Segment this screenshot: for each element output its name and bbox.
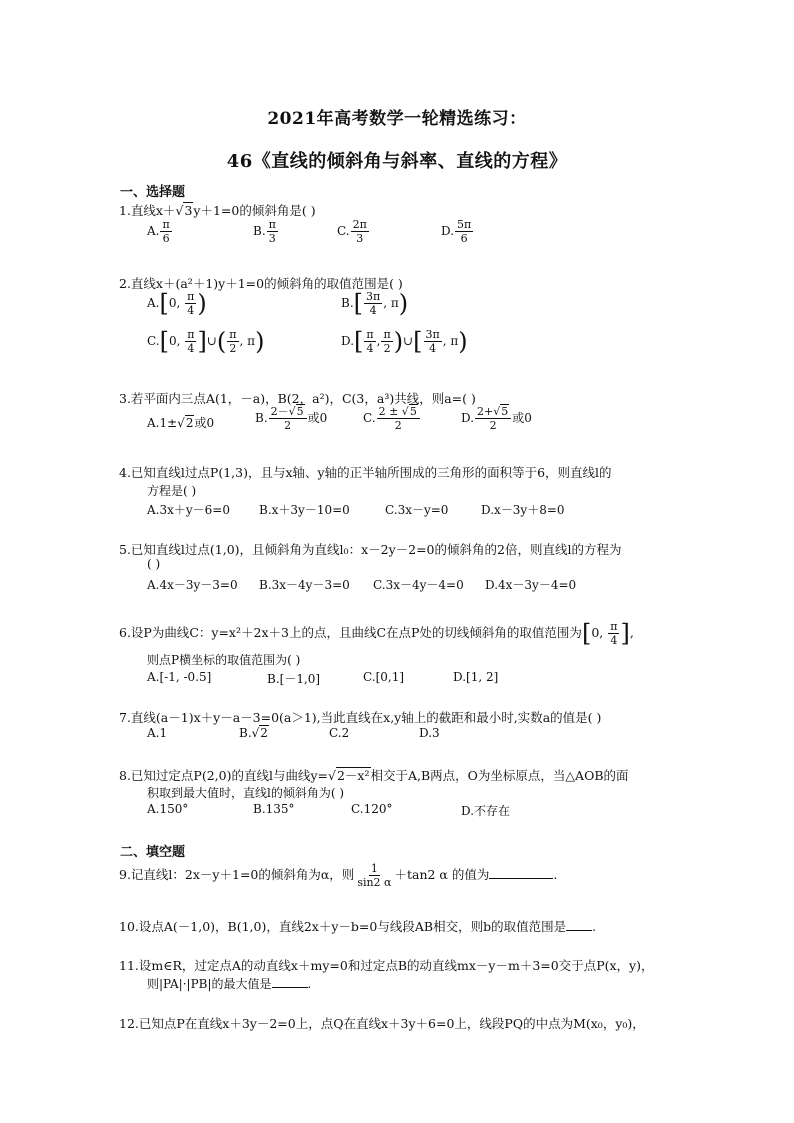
option-c: C.3x－4y－4=0 — [373, 578, 464, 592]
question-2-options-row2 — [147, 328, 597, 368]
option-b: B.[－1,0] — [267, 672, 321, 686]
question-5-line1: 5.已知直线l过点(1,0)，且倾斜角为直线l₀：x－2y－2=0的倾斜角的2倍，则直线l的方程为 — [119, 542, 622, 557]
option-b: B.135° — [253, 802, 295, 816]
question-8-options — [147, 802, 607, 818]
option-d: D. $\frac{5\pi}{6}$ — [441, 218, 472, 245]
question-4-line2: 方程是( ) — [147, 484, 197, 498]
option-a: A.[-1, -0.5] — [147, 670, 212, 684]
option-b: B.3x－4y－3=0 — [259, 578, 350, 592]
question-3-options — [147, 405, 607, 439]
sqrt-symbol: √ — [175, 203, 184, 218]
question-2-options-row1 — [147, 290, 597, 330]
option-b: B.[ $\frac{3\pi}{4}$ , π) — [341, 289, 409, 318]
option-a: A.4x－3y－3=0 — [147, 578, 238, 592]
option-d: D.4x－3y－4=0 — [485, 578, 577, 592]
question-1-stem: 1.直线x＋√3y＋1=0的倾斜角是( ) — [119, 203, 316, 218]
range-fraction: $\frac{\pi}{4}$ — [610, 620, 618, 647]
q9-fraction: $\frac{1}{\sin 2 \alpha}$ — [357, 862, 392, 889]
answer-blank[interactable] — [566, 930, 592, 931]
option-d: D.x－3y＋8=0 — [481, 503, 565, 517]
option-d: D. $\frac{2+√5}{2}$ 或0 — [461, 405, 532, 432]
option-d: D.[1, 2] — [453, 670, 499, 684]
answer-blank[interactable] — [489, 878, 553, 879]
option-c: C. $\frac{2 \pm √5}{2}$ — [363, 405, 421, 432]
option-d: D.不存在 — [461, 804, 511, 818]
option-c: C.120° — [351, 802, 393, 816]
question-3-stem: 3.若平面内三点A(1，－a)，B(2，a²)，C(3，a³)共线，则a=( ) — [119, 391, 476, 406]
question-11-line1: 11.设m∈R，过定点A的动直线x＋my=0和过定点B的动直线mx－y－m＋3=0交于点P(x，y)， — [119, 958, 654, 973]
option-a: A. $\frac{\pi}{6}$ — [147, 218, 170, 245]
option-b: B.x＋3y－10=0 — [259, 503, 350, 517]
option-c: C. $\frac{2\pi}{3}$ — [337, 218, 367, 245]
question-7-stem: 7.直线(a－1)x＋y－a－3=0(a＞1),当此直线在x,y轴上的截距和最小时,实数a的值是( ) — [119, 710, 602, 725]
question-6-line1: 6.设P为曲线C：y=x²＋2x＋3上的点，且曲线C在点P处的切线倾斜角的取值范围为[0, $\frac{\pi}{4}$ ], — [119, 619, 634, 648]
option-b: B. $\frac{2-√5}{2}$ 或0 — [255, 405, 328, 432]
option-a: A.1±√2或0 — [147, 416, 215, 430]
option-c: C.3x－y=0 — [385, 503, 449, 517]
question-9-stem: 9.记直线l：2x－y＋1=0的倾斜角为α，则 $\frac{1}{\sin 2 \alpha}$ ＋tan2 α 的值为 . — [119, 862, 558, 889]
document-subtitle: 46《直线的倾斜角与斜率、直线的方程》 — [226, 151, 568, 172]
question-6-line2: 则点P横坐标的取值范围为( ) — [147, 653, 301, 667]
option-b: B. $\frac{\pi}{3}$ — [253, 218, 276, 245]
question-12-line1: 12.已知点P在直线x＋3y－2=0上，点Q在直线x＋3y＋6=0上，线段PQ的中点为M(x₀，y₀)， — [119, 1016, 645, 1031]
document-title: 2021年高考数学一轮精选练习： — [267, 109, 527, 129]
option-d: D.[ $\frac{\pi}{4}$ , $\frac{\pi}{2}$ )∪[ $\frac{3\pi}{4}$ , π) — [341, 327, 468, 356]
question-4-line1: 4.已知直线l过点P(1,3)，且与x轴、y轴的正半轴所围成的三角形的面积等于6，则直线l的 — [119, 465, 612, 480]
question-11-line2: 则|PA|·|PB|的最大值是 . — [147, 977, 312, 991]
question-8-line2: 积取到最大值时，直线l的倾斜角为( ) — [147, 786, 345, 800]
option-a: A.[0, $\frac{\pi}{4}$ ) — [147, 289, 207, 318]
option-c: C.[0,1] — [363, 670, 405, 684]
option-c: C.[0, $\frac{\pi}{4}$ ]∪( $\frac{\pi}{2}$ , π) — [147, 327, 265, 356]
option-a: A.150° — [147, 802, 189, 816]
question-5-line2: ( ) — [147, 557, 161, 571]
question-1-options — [147, 218, 647, 248]
question-8-line1: 8.已知过定点P(2,0)的直线l与曲线y=√2－x²相交于A,B两点，O为坐标原点，当△AOB的面 — [119, 768, 629, 783]
section-heading-fill: 二、填空题 — [120, 845, 186, 860]
question-10-stem: 10.设点A(－1,0)，B(1,0)，直线2x＋y－b=0与线段AB相交，则b的取值范围是 . — [119, 919, 597, 934]
answer-blank[interactable] — [272, 987, 308, 988]
question-2-stem: 2.直线x＋(a²＋1)y＋1=0的倾斜角的取值范围是( ) — [119, 276, 403, 291]
section-heading-choice: 一、选择题 — [120, 185, 186, 200]
option-a: A.1 — [147, 726, 168, 740]
question-5-options — [147, 576, 627, 592]
option-d: D.3 — [419, 726, 440, 740]
option-a: A.3x＋y－6=0 — [147, 503, 230, 517]
question-7-options — [147, 726, 607, 742]
question-6-options — [147, 670, 607, 686]
option-b: B.√2 — [239, 726, 268, 740]
option-c: C.2 — [329, 726, 350, 740]
question-4-options — [147, 501, 627, 517]
